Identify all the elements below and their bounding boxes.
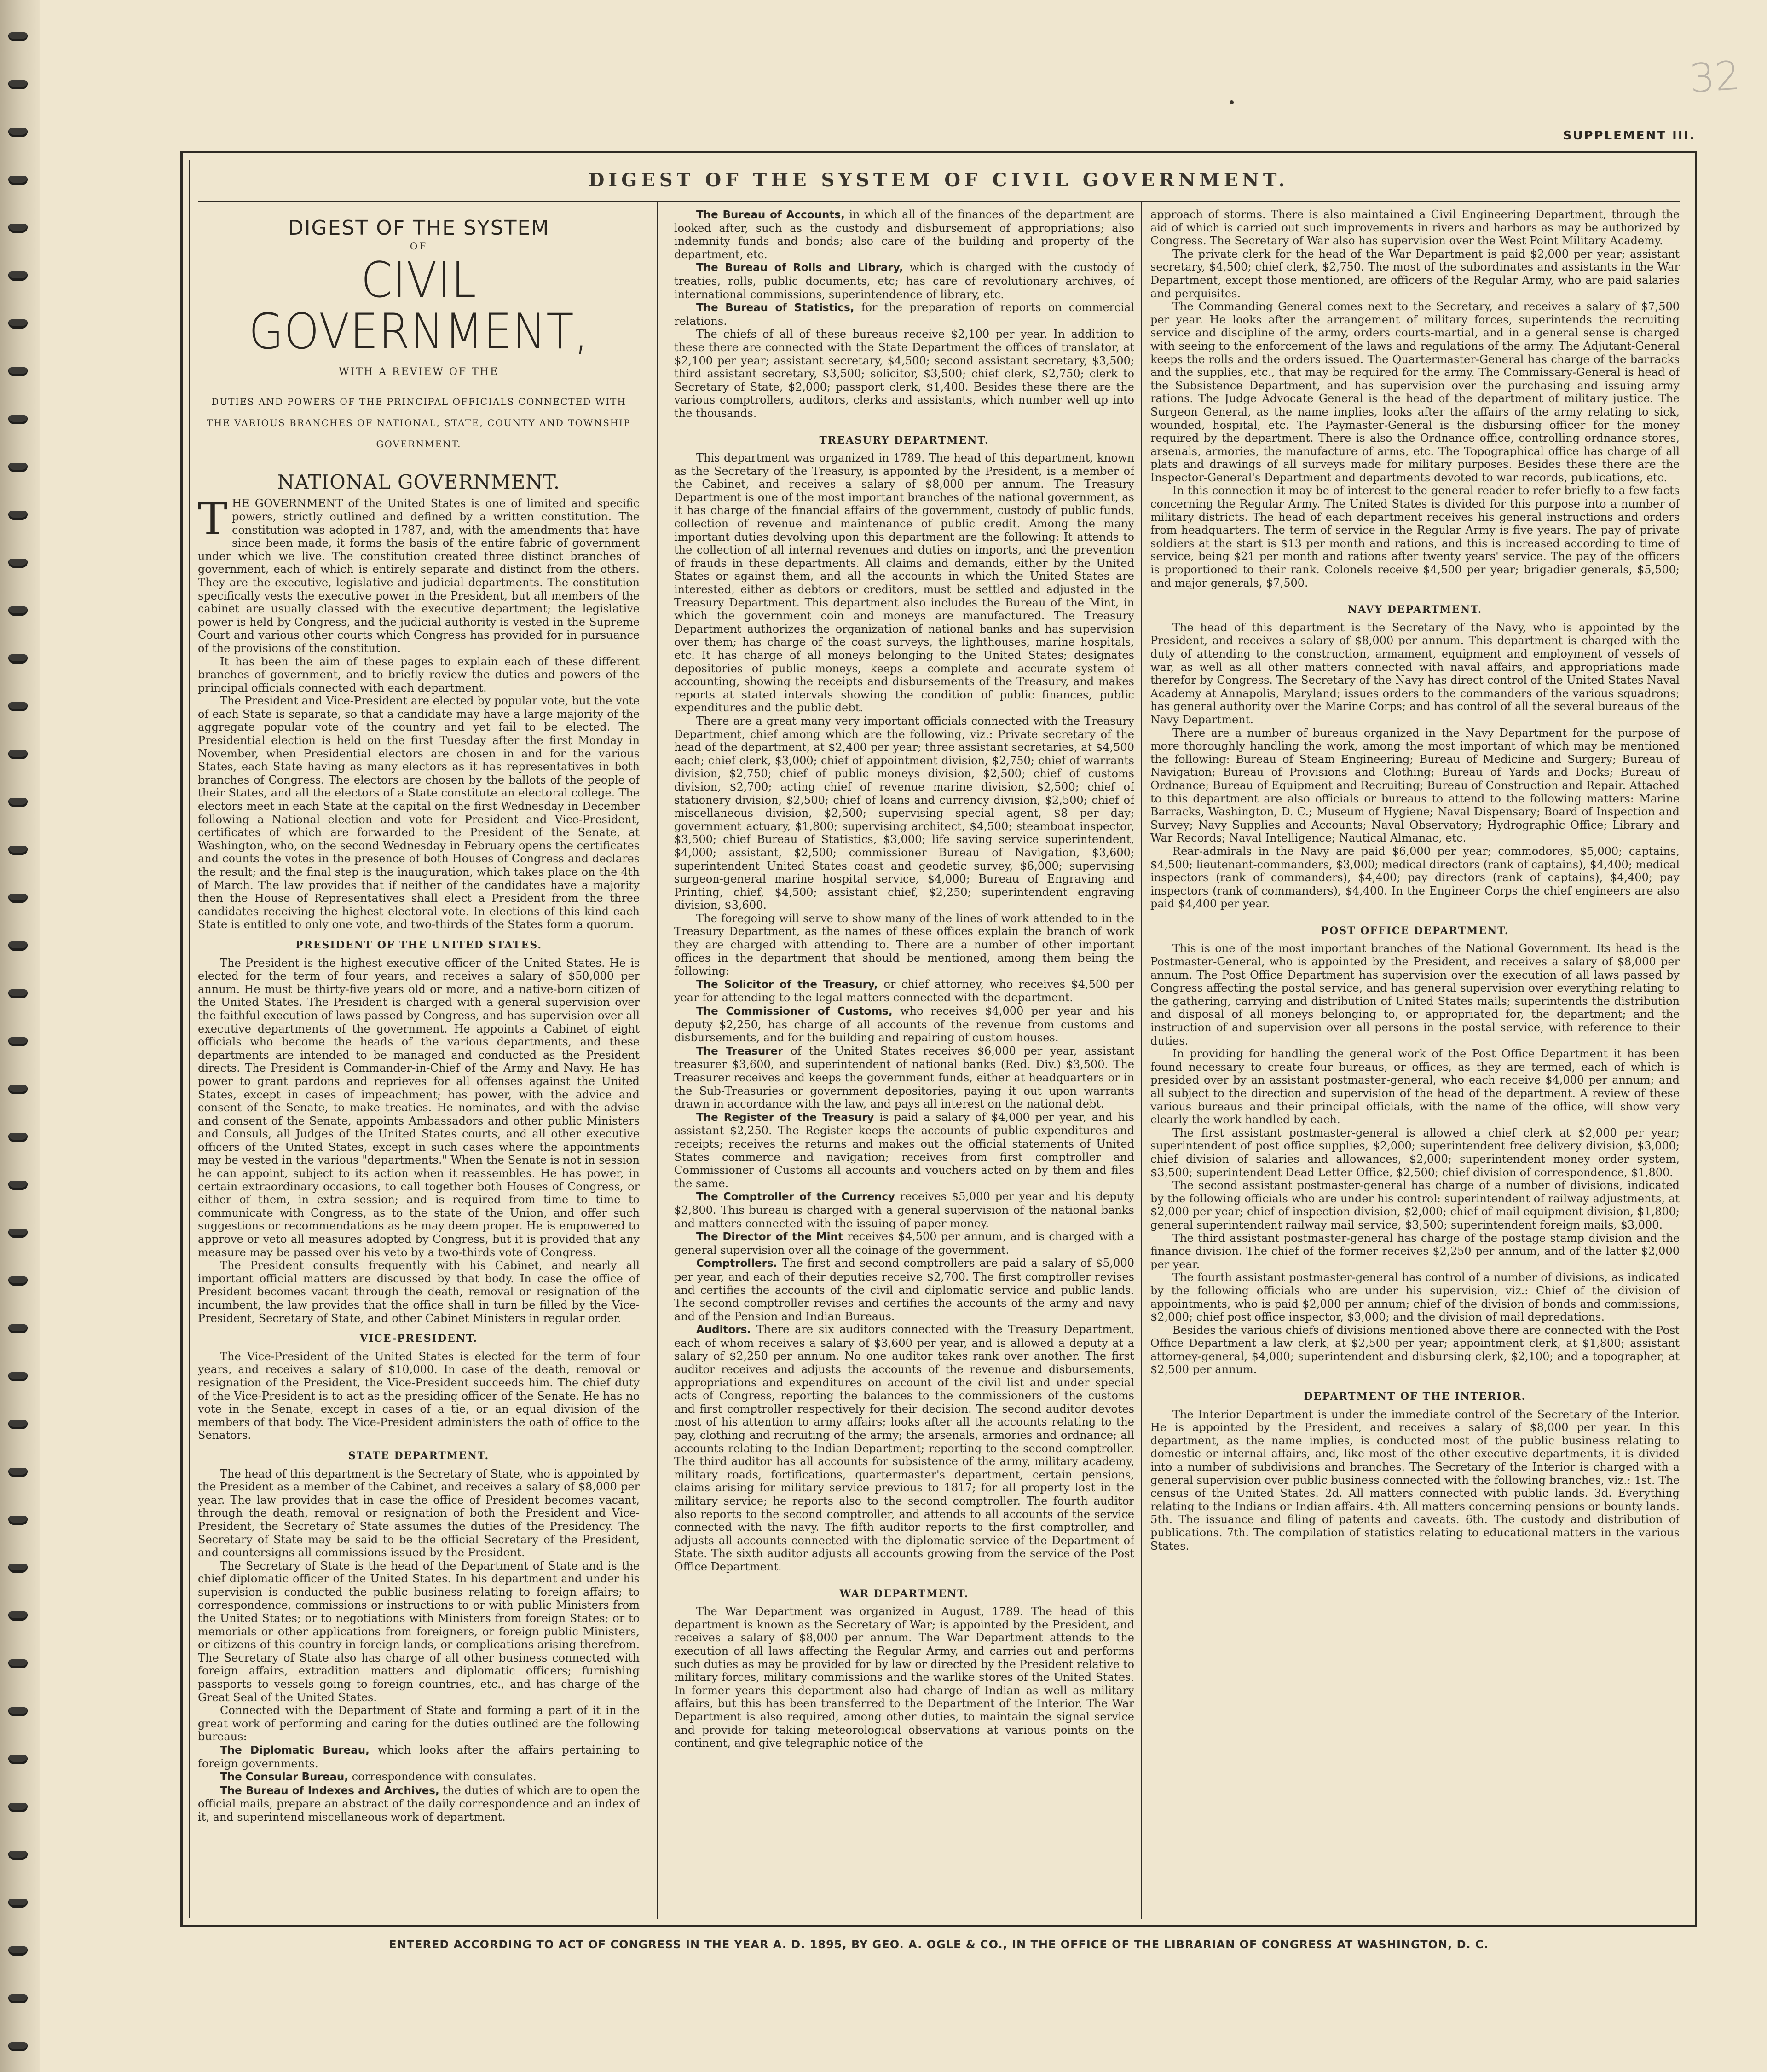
paragraph: This department was organized in 1789. The head of this department, known as the Secretary of the Treasury, is appointed by the President, is a member of the Cabinet, and receives a salary of $8,000 per annum. The Treasury Department is one of the most important branches of the national government, as it has charge of the financial affairs of the government, custody of public funds, collection of revenue and maintenance of public credit. Among the many important duties devolving upon this department are the following: It attends to the collection of all internal revenues and duties on imports, and the prevention of frauds in these departments. All claims and demands, either by the United States or against them, and all the accounts in which the United States are interested, either as debtors or creditors, must be settled and adjusted in the Treasury Department. This department also includes the Bureau of the Mint, in which the government coin and moneys are manufactured. The Treasury Department authorizes the organization of national banks and has supervision over them; has charge of the coast surveys, the lighthouses, marine hospitals, etc. It has charge of all moneys belonging to the United States; designates depositories of public moneys, keeps a complete and accurate system of accounting, showing the receipts and disbursements of the Treasury, and makes reports at stated intervals showing the condition of public finances, public expenditures and the public debt. (674, 451, 1134, 715)
spiral-binding (0, 0, 40, 2072)
paragraph: The Commanding General comes next to the Secretary, and receives a salary of $7,500 per year. He looks after the arrangement of military forces, superintends the recruiting service and discipline of the army, orders courts-martial, and in a general sense is charged with seeing to the enforcement of the laws and regulations of the army. The Adjutant-General keeps the rolls and the orders issued. The Quartermaster-General has charge of the barracks and the supplies, etc., that may be required for the army. The Commissary-General is head of the Subsistence Department, and has supervision over the purchasing and issuing army rations. The Judge Advocate General is the head of the department of military justice. The Surgeon General, as the name implies, looks after the affairs of the army relating to sick, wounded, hospital, etc. The Paymaster-General is the disbursing officer for the money required by the department. There is also the Ordnance office, controlling ordnance stores, arsenals, armories, the manufacture of arms, etc. The Topographical office has charge of all plats and drawings of all surveys made for military purposes. Besides these there are the Inspector-General's Department and departments devoted to war records, publications, etc. (1150, 300, 1680, 484)
binding-ring (8, 1659, 28, 1668)
paragraph: The Bureau of Accounts, in which all of the finances of the department are looked after, such as the custody and disbursement of appropriations; also indemnity funds and bonds; also care of the building and property of the department, etc. (674, 208, 1134, 261)
paragraph: The Consular Bureau, correspondence with consulates. (220, 1770, 537, 1783)
binding-ring (8, 463, 28, 472)
paragraph: The Secretary of State is the head of the Department of State and is the chief diplomatic officer of the United States. In his department and under his supervision is conducted the public business relating to foreign affairs; to correspondence, commissions or instructions to or with public Ministers from the United States; or to negotiations with Ministers from foreign States; or to memorials or other applications from foreigners, or foreign public Ministers, or citizens of this country in foreign lands, or complications arising therefrom. The Secretary of State also has charge of all other business connected with foreign affairs, extradition matters and diplomatic officers; furnishing passports to vessels going to foreign countries, etc., and has charge of the Great Seal of the United States. (198, 1559, 640, 1704)
binding-ring (8, 1037, 28, 1046)
title-line-4: WITH A REVIEW OF THE (338, 366, 499, 378)
paragraph: The Bureau of Rolls and Library, which is charged with the custody of treaties, rolls, public documents, etc; has care of revolutionary archives, of international commissions, superintendence of library, etc. (674, 261, 1134, 301)
paragraph: The Diplomatic Bureau, which looks after the affairs pertaining to foreign governments. (198, 1743, 640, 1770)
binding-ring (8, 224, 28, 233)
section-heading-president: PRESIDENT OF THE UNITED STATES. (295, 939, 543, 951)
binding-ring (8, 271, 28, 281)
binding-ring (8, 1851, 28, 1860)
paragraph: Comptrollers. The first and second comptrollers are paid a salary of $5,000 per year, and each of their deputies receive $2,700. The first comptroller revises and certifies the accounts of the civil and diplomatic service and public lands. The second comptroller revises and certifies the accounts of the army and navy and of the Pension and Indian Bureaus. (674, 1257, 1134, 1323)
paragraph: The Bureau of Indexes and Archives, the duties of which are to open the official mails, prepare an abstract of the daily correspondence and an index of it, and superintend miscellaneous work of department. (198, 1783, 640, 1824)
paragraph: Besides the various chiefs of divisions mentioned above there are connected with the Post Office Department a law clerk, at $2,500 per year; appointment clerk, at $1,800; assistant attorney-general, $4,000; superintendent and disbursing clerk, $2,100; and a topographer, at $2,500 per annum. (1150, 1323, 1680, 1376)
paragraph: In providing for handling the general work of the Post Office Department it has been found necessary to create four bureaus, or offices, as they are termed, each of which is presided over by an assistant postmaster-general, who each receive $4,000 per annum; and all subject to the direction and supervision of the head of the department. A review of these various bureaus and their principal officials, with the name of the office, will show very clearly the work handled by each. (1150, 1047, 1680, 1126)
binding-ring (8, 2042, 28, 2051)
paragraph: The private clerk for the head of the War Department is paid $2,000 per year; assistant secretary, $4,500; chief clerk, $2,750. The most of the subordinates and assistants in the War Department, except those mentioned, are officers of the Regular Army, who are paid salaries and perquisites. (1150, 247, 1680, 300)
paragraph: There are a great many very important officials connected with the Treasury Department, chief among which are the following, viz.: Private secretary of the head of the department, at $2,400 per year; three assistant secretaries, at $4,500 each; chief clerk, $3,000; chief of appointment division, $2,750; chief of warrants division, $2,750; chief of public moneys division, $2,500; chief of customs division, $2,700; acting chief of revenue marine division, $2,500; chief of stationery division, $2,500; chief of loans and currency division, $2,500; chief of miscellaneous division, $2,500; supervising special agent, $8 per day; government actuary, $1,800; supervising architect, $4,500; steamboat inspector, $3,500; chief Bureau of Statistics, $3,000; life saving service superintendent, $4,000; assistant, $2,500; commissioner Bureau of Navigation, $3,600; superintendent United States coast and geodetic survey, $6,000; supervising surgeon-general marine hospital service, $4,000; Bureau of Engraving and Printing, chief, $4,500; assistant chief, $2,250; superintendent engraving division, $3,600. (674, 714, 1134, 912)
section-heading-state: STATE DEPARTMENT. (348, 1449, 490, 1462)
binding-ring (8, 846, 28, 855)
binding-ring (8, 415, 28, 424)
paragraph: The first assistant postmaster-general is allowed a chief clerk at $2,000 per year; superintendent of post office supplies, $2,000; superintendent free delivery division, $3,000; chief division of salaries and allowances, $2,000; superintendent money order system, $3,500; superintendent Dead Letter Office, $2,500; chief division of correspondence, $1,800. (1150, 1126, 1680, 1179)
binding-ring (8, 1085, 28, 1094)
paragraph: THE GOVERNMENT of the United States is one of limited and specific powers, strictly outlined and defined by a written constitution. The constitution was adopted in 1787, and, with the amendments that have since been made, it forms the basis of the entire fabric of government under which we live. The constitution created three distinct branches of government, each of which is entirely separate and distinct from the others. They are the executive, legislative and judicial departments. The constitution specifically vests the executive power in the President, but all members of the cabinet are usually classed with the executive department; the legislative power is held by Congress, and the judicial authority is vested in the Supreme Court and various other courts which Congress has provided for in pursuance of the provisions of the constitution. (198, 493, 640, 655)
column-1 (198, 208, 640, 1910)
paragraph: The Interior Department is under the immediate control of the Secretary of the Interior. He is appointed by the President, and receives a salary of $8,000 per year. In this department, as the name implies, is conducted most of the public business relating to domestic or internal affairs, and, like most of the other executive departments, it is divided into a number of subdivisions and branches. The Secretary of the Interior is charged with a general supervision over public business connected with the following branches, viz.: 1st. The census of the United States. 2d. All matters connected with public lands. 3d. Everything relating to the Indians or Indian affairs. 4th. All matters concerning pensions or bounty lands. 5th. The issuance and filing of patents and caveats. 6th. The custody and distribution of publications. 7th. The compilation of statistics relating to educational matters in the various States. (1150, 1408, 1680, 1553)
paragraph: The President and Vice-President are elected by popular vote, but the vote of each State is separate, so that a candidate may have a large majority of the aggregate popular vote of the country and yet fail to be elected. The Presidential election is held on the first Tuesday after the first Monday in November, when Presidential electors are chosen in and for the various States, each State having as many electors as it has representatives in both branches of Congress. The electors are chosen by the ballots of the people of their States, and all the electors of a State constitute an electoral college. The electors meet in each State at the capital on the first Wednesday in December following a National election and vote for President and Vice-President, certificates of which are forwarded to the President of the Senate, at Washington, who, on the second Wednesday in February opens the certificates and counts the votes in the presence of both Houses of Congress and declares the result; and the final step is the inauguration, which takes place on the 4th of March. The law provides that if neither of the candidates have a majority then the House of Representatives shall elect a President from the three candidates receiving the highest electoral vote. In elections of this kind each State is entitled to only one vote, and two-thirds of the States form a quorum. (198, 694, 640, 931)
binding-ring (8, 32, 28, 41)
column-3 (1150, 208, 1680, 1910)
paragraph: The War Department was organized in August, 1789. The head of this department is known as the Secretary of War; is appointed by the President, and receives a salary of $8,000 per annum. The War Department attends to the execution of all laws affecting the Regular Army, and carries out and performs such duties as may be provided for by law or directed by the President relative to military forces, military commissions and the warlike stores of the United States. In former years this department also had charge of Indian as well as military affairs, but this has been transferred to the Department of the Interior. The War Department is also required, among other duties, to maintain the signal service and provide for taking meteorological observations at various points on the continent, and give telegraphic notice of the (674, 1605, 1134, 1750)
section-heading-post-office: POST OFFICE DEPARTMENT. (1321, 924, 1509, 937)
paragraph: The President is the highest executive officer of the United States. He is elected for the term of four years, and receives a salary of $50,000 per annum. He must be thirty-five years old or more, and a native-born citizen of the United States. The President is charged with a general supervision over the faithful execution of laws passed by Congress, and has supervision over all executive departments of the government. He appoints a Cabinet of eight officials who become the heads of the various departments, and these departments are intended to be managed and conducted as the President directs. The President is Commander-in-Chief of the Army and Navy. He has power to grant pardons and reprieves for all offenses against the United States, except in cases of impeachment; has power, with the advice and consent of the Senate, to make treaties. He nominates, and with the advise and consent of the Senate, appoints Ambassadors and other public Ministers and Consuls, all Judges of the United States courts, and all other executive officers of the United States, except in such cases where the appointments may be vested in the various "departments." When the Senate is not in session he can appoint, subject to its action when it reassembles. He has power, in certain extraordinary occasions, to call together both Houses of Congress, or either of them, in extra session; and is required from time to time to communicate with Congress, as to the state of the Union, and offer such suggestions or recommendations as he may deem proper. He is empowered to approve or veto all measures adopted by Congress, but it is provided that any measure may be passed over his veto by a two-thirds vote of Congress. (198, 956, 640, 1259)
binding-ring (8, 1564, 28, 1573)
binding-ring (8, 750, 28, 759)
paragraph: The chiefs of all of these bureaus receive $2,100 per year. In addition to these there are connected with the State Department the offices of translator, at $2,100 per year; assistant secretary, $4,500; second assistant secretary, $3,500; third assistant secretary, $3,500; solicitor, $3,500; chief clerk, $2,750; clerk to Secretary of State, $2,000; passport clerk, $1,400. Besides these there are the various comptrollers, auditors, clerks and assistants, which number well up into the thousands. (674, 328, 1134, 420)
paragraph: The third assistant postmaster-general has charge of the postage stamp division and the finance division. The chief of the former receives $2,250 per annum, and of the latter $2,000 per year. (1150, 1231, 1680, 1271)
binding-ring (8, 606, 28, 616)
section-heading-interior: DEPARTMENT OF THE INTERIOR. (1304, 1391, 1526, 1403)
binding-ring (8, 1946, 28, 1956)
binding-ring (8, 1229, 28, 1238)
binding-ring (8, 894, 28, 903)
title-line-1: DIGEST OF THE SYSTEM (288, 216, 550, 240)
binding-ring (8, 1372, 28, 1381)
section-heading-navy: NAVY DEPARTMENT. (1347, 604, 1483, 616)
title-line-5: DUTIES AND POWERS OF THE PRINCIPAL OFFICIALS CONNECTED WITH THE VARIOUS BRANCHES OF NATIONAL, STATE, COUNTY AND TOWNSHIP GOVERNMENT. (207, 396, 631, 450)
section-heading-national: NATIONAL GOVERNMENT. (277, 470, 560, 493)
paragraph: In this connection it may be of interest to the general reader to refer briefly to a few facts concerning the Regular Army. The United States is divided for this purpose into a number of military districts. The head of each department receives his general instructions and orders from headquarters. The term of service in the Regular Army is five years. The pay of private soldiers at the start is $13 per month and rations, and this is increased according to time of service, being $21 per month and rations after twenty years' service. The pay of the officers is proportioned to their rank. Colonels receive $4,500 per year; brigadier generals, $5,500; and major generals, $7,500. (1150, 484, 1680, 589)
paragraph: The Comptroller of the Currency receives $5,000 per year and his deputy $2,800. This bureau is charged with a general supervision of the national banks and matters connected with the issuing of paper money. (674, 1190, 1134, 1230)
paragraph: The head of this department is the Secretary of State, who is appointed by the President as a member of the Cabinet, and receives a salary of $8,000 per year. The law provides that in case the office of President becomes vacant, through the death, removal or resignation of both the President and Vice-President, the Secretary of State assumes the duties of the Presidency. The Secretary of State may be said to be the official Secretary of the President, and countersigns all commissions issued by the President. (198, 1467, 640, 1559)
binding-ring (8, 176, 28, 185)
binding-ring (8, 1133, 28, 1142)
title-line-2: OF (410, 240, 428, 252)
section-heading-vice-president: VICE-PRESIDENT. (359, 1333, 478, 1345)
binding-ring (8, 128, 28, 137)
binding-ring (8, 1611, 28, 1621)
paragraph: The fourth assistant postmaster-general has control of a number of divisions, as indicated by the following officials who are under his supervision, viz.: Chief of the division of appointments, who is paid $2,000 per annum; chief of the division of bonds and commissions, $2,000; chief post office inspector, $3,000; and the division of mail depredations. (1150, 1271, 1680, 1324)
section-heading-war: WAR DEPARTMENT. (839, 1587, 969, 1600)
paragraph: The Register of the Treasury is paid a salary of $4,000 per year, and his assistant $2,250. The Register keeps the accounts of public expenditures and receipts; receives the returns and makes out the official statements of United States commerce and navigation; receives from first comptroller and Commissioner of Customs all accounts and vouchers acted on by them and files the same. (674, 1110, 1134, 1190)
paragraph: The President consults frequently with his Cabinet, and nearly all important official matters are discussed by that body. In case the office of President becomes vacant through the death, removal or resignation of the incumbent, the law provides that the office shall in turn be filled by the Vice-President, Secretary of State, and other Cabinet Ministers in regular order. (198, 1259, 640, 1325)
binding-ring (8, 1755, 28, 1764)
supplement-label: SUPPLEMENT III. (1563, 129, 1696, 143)
paragraph: The Director of the Mint receives $4,500 per annum, and is charged with a general supervision over all the coinage of the government. (674, 1230, 1134, 1257)
binding-ring (8, 654, 28, 664)
binding-ring (8, 319, 28, 329)
paragraph: The foregoing will serve to show many of the lines of work attended to in the Treasury Department, as the names of these offices explain the branch of work they are charged with attending to. There are a number of other important offices in the department that should be mentioned, among them being the following: (674, 912, 1134, 978)
paragraph: The Solicitor of the Treasury, or chief attorney, who receives $4,500 per year for attending to the legal matters connected with the department. (674, 977, 1134, 1004)
copyright-footer: ENTERED ACCORDING TO ACT OF CONGRESS IN THE YEAR A. D. 1895, BY GEO. A. OGLE & CO., IN THE OFFICE OF THE LIBRARIAN OF CONGRESS AT WASHINGTON, D. C. (389, 1938, 1489, 1951)
paragraph: Rear-admirals in the Navy are paid $6,000 per year; commodores, $5,000; captains, $4,500; lieutenant-commanders, $3,000; medical directors (rank of captains), $4,400; medical inspectors (rank of commanders), $4,400; pay directors (rank of captains), $4,400; pay inspectors (rank of commanders), $4,400. In the Engineer Corps the chief engineers are also paid $4,400 per year. (1150, 844, 1680, 911)
binding-ring (8, 559, 28, 568)
drop-cap: T (198, 493, 228, 545)
binding-ring (8, 1899, 28, 1908)
paragraph: There are a number of bureaus organized in the Navy Department for the purpose of more thoroughly handling the work, among the most important of which may be mentioned the following: Bureau of Steam Engineering; Bureau of Medicine and Surgery; Bureau of Navigation; Bureau of Provisions and Clothing; Bureau of Yards and Docks; Bureau of Ordnance; Bureau of Equipment and Recruiting; Bureau of Construction and Repair. Attached to this department are also officials or bureaus to attend to the following matters: Marine Barracks, Washington, D. C.; Museum of Hygiene; Naval Dispensary; Board of Inspection and Survey; Navy Supplies and Accounts; Naval Observatory; Hydrographic Office; Library and War Records; Naval Intelligence; Nautical Almanac, etc. (1150, 726, 1680, 845)
header-rule (198, 201, 1680, 202)
binding-ring (8, 1276, 28, 1286)
binding-ring (8, 1516, 28, 1525)
paragraph: The Commissioner of Customs, who receives $4,000 per year and his deputy $2,250, has charge of all accounts of the revenue from customs and disbursements, and for the building and repairing of custom houses. (674, 1004, 1134, 1045)
binding-ring (8, 1420, 28, 1429)
section-heading-treasury: TREASURY DEPARTMENT. (819, 434, 989, 446)
paragraph: The head of this department is the Secretary of the Navy, who is appointed by the President, and receives a salary of $8,000 per annum. This department is charged with the duty of attending to the construction, armament, equipment and employment of vessels of war, as well as all other matters connected with naval affairs, and appropriations made therefor by Congress. The Secretary of the Navy has direct control of the United States Naval Academy at Annapolis, Maryland; issues orders to the commanders of the various squadrons; has general authority over the Marine Corps; and has control of all the several bureaus of the Navy Department. (1150, 621, 1680, 726)
binding-ring (8, 1181, 28, 1190)
binding-ring (8, 367, 28, 376)
binding-ring (8, 989, 28, 998)
column-rule-1 (657, 201, 658, 1919)
binding-ring (8, 702, 28, 711)
paragraph: It has been the aim of these pages to explain each of these different branches of government, and to briefly review the duties and powers of the principal officials connected with each department. (198, 655, 640, 694)
binding-ring (8, 1324, 28, 1333)
binding-ring (8, 1468, 28, 1477)
binding-ring (8, 1994, 28, 2003)
binding-ring (8, 1803, 28, 1812)
paragraph: The Bureau of Statistics, for the preparation of reports on commercial relations. (674, 301, 1134, 328)
column-rule-2 (1141, 201, 1142, 1919)
paragraph: This is one of the most important branches of the National Government. Its head is the Postmaster-General, who is appointed by the President, and receives a salary of $8,000 per annum. The Post Office Department has supervision over the execution of all laws passed by Congress affecting the postal service, and has general supervision over everything relating to the gathering, carrying and distribution of United States mails; superintends the distribution and disposal of all moneys belonging to, or appropriated for, the department; and the instruction of and supervision over all persons in the postal service, with reference to their duties. (1150, 942, 1680, 1047)
binding-ring (8, 941, 28, 951)
page-number: 32 (1688, 52, 1742, 102)
binding-ring (8, 511, 28, 520)
page-header: DIGEST OF THE SYSTEM OF CIVIL GOVERNMENT. (588, 169, 1289, 191)
paragraph: The second assistant postmaster-general has charge of a number of divisions, indicated by the following officials who are under his control: superintendent of railway adjustments, at $2,000 per year; chief of inspection division, $2,000; chief of mail equipment division, $1,800; general superintendent railway mail service, $3,500; superintendent foreign mails, $3,000. (1150, 1179, 1680, 1231)
paragraph: approach of storms. There is also maintained a Civil Engineering Department, through the aid of which is carried out such improvements in rivers and harbors as may be authorized by Congress. The Secretary of War also has supervision over the West Point Military Academy. (1150, 208, 1680, 248)
paragraph: Connected with the Department of State and forming a part of it in the great work of performing and caring for the duties outlined are the following bureaus: (198, 1704, 640, 1743)
column-2 (674, 208, 1134, 1910)
binding-ring (8, 1707, 28, 1716)
paragraph: The Treasurer of the United States receives $6,000 per year, assistant treasurer $3,600, and superintendent of national banks (Red. Div.) $3,500. The Treasurer receives and keeps the government funds, either at headquarters or in the Sub-Treasuries or government depositories, paying it out upon warrants drawn in accordance with the law, and pays all interest on the national debt. (674, 1044, 1134, 1111)
title-block (198, 216, 640, 455)
main-title: CIVIL GOVERNMENT, (248, 252, 589, 360)
paragraph: Auditors. There are six auditors connected with the Treasury Department, each of whom receives a salary of $3,600 per year, and is allowed a deputy at a salary of $2,250 per annum. No one auditor takes rank over another. The first auditor receives and adjusts the accounts of the revenue and disbursements, appropriations and expenditures on account of the civil list and under special acts of Congress, reporting the balances to the commissioners of the customs and first comptroller respectively for their decision. The second auditor devotes most of his attention to army affairs; looks after all the accounts relating to the pay, clothing and recruiting of the army; the arsenals, armories and ordnance; all accounts relating to the Indian Department; reporting to the second comptroller. The third auditor has all accounts for subsistence of the army, military academy, military roads, fortifications, quartermaster's department, certain pensions, claims arising for military service previous to 1817; for all property lost in the military service; he reports also to the second comptroller. The fourth auditor also reports to the second comptroller, and attends to all accounts of the service connected with the navy. The fifth auditor reports to the first comptroller, and adjusts all accounts connected with the diplomatic service of the Department of State. The sixth auditor adjusts all accounts growing from the service of the Post Office Department. (674, 1323, 1134, 1573)
paragraph: The Vice-President of the United States is elected for the term of four years, and receives a salary of $10,000. In case of the death, removal or resignation of the President, the Vice-President succeeds him. The chief duty of the Vice-President is to act as the presiding officer of the Senate. He has no vote in the Senate, except in cases of a tie, or an equal division of the members of that body. The Vice-President administers the oath of office to the Senators. (198, 1350, 640, 1442)
binding-ring (8, 798, 28, 807)
binding-ring (8, 80, 28, 89)
ink-dot (1230, 100, 1234, 104)
